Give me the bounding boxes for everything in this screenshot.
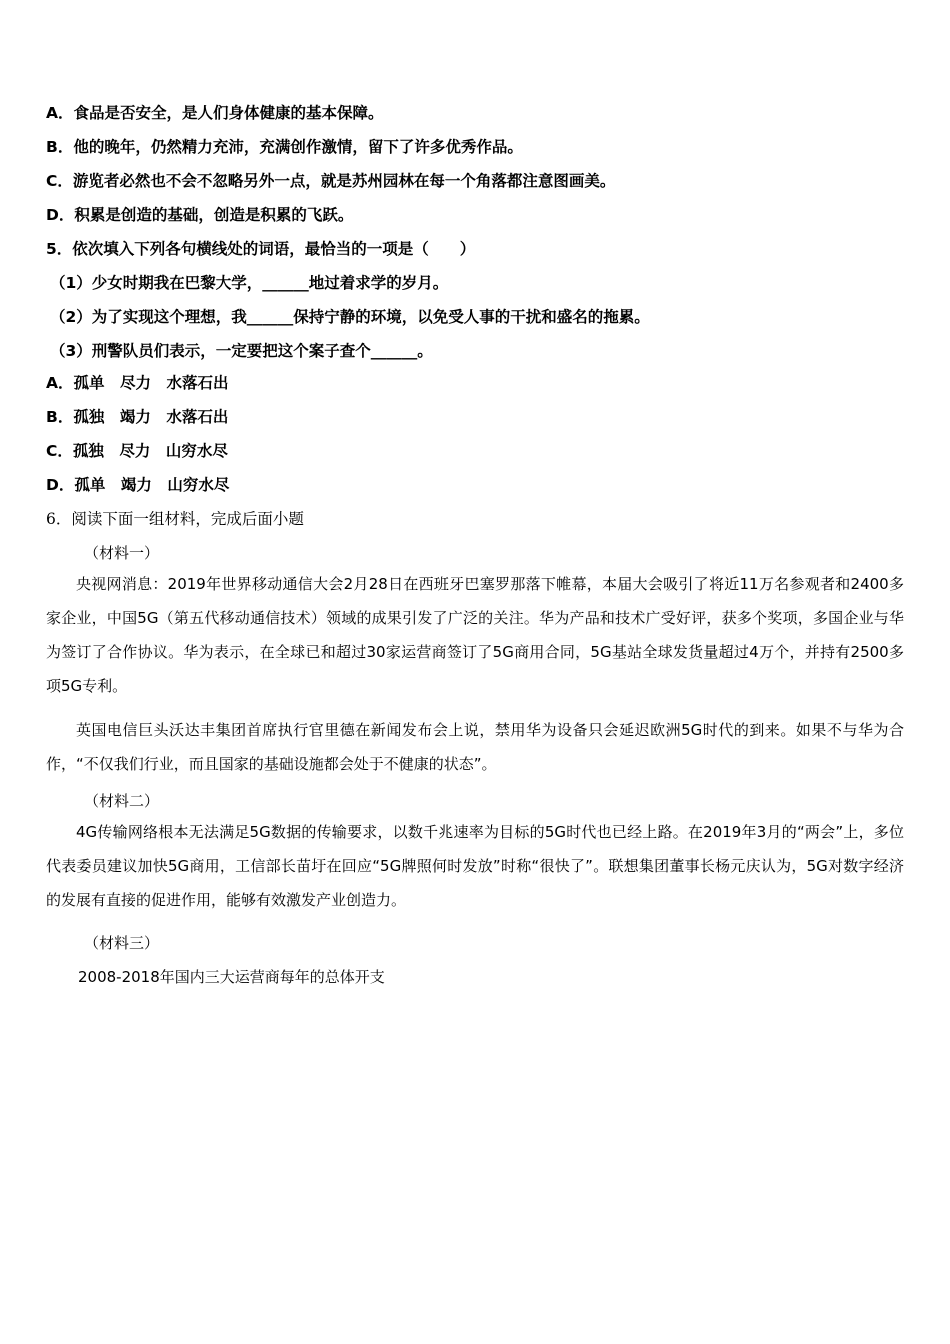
material-1-title: （材料一） xyxy=(84,544,160,562)
material-3-title: （材料三） xyxy=(84,934,160,952)
material-2-title: （材料二） xyxy=(84,792,160,810)
q4-option-b xyxy=(46,136,523,158)
option-text: 积累是创造的基础，创造是积累的飞跃。 xyxy=(74,206,354,224)
q4-option-d xyxy=(46,204,353,226)
q5-option-b xyxy=(46,406,228,428)
material-3-caption: 2008-2018年国内三大运营商每年的总体开支 xyxy=(78,968,385,986)
q5-sentence-3: （3）刑警队员们表示，一定要把这个案子查个______。 xyxy=(50,342,433,360)
option-label: B． xyxy=(46,138,74,156)
q4-option-a xyxy=(46,102,384,124)
option-label: D． xyxy=(46,206,75,224)
option-label: A． xyxy=(46,374,74,392)
material-2-paragraph-1: 4G传输网络根本无法满足5G数据的传输要求，以数千兆速率为目标的5G时代也已经上路。在2019年3月的“两会”上，多位代表委员建议加快5G商用，工信部长苗圩在回应“5G牌照何时发放”时称“很快了”。联想集团董事长杨元庆认为，5G对数字经济的发展有直接的促进作用，能够有效激发产业创造力。 xyxy=(46,823,904,909)
option-text: 孤独 竭力 水落石出 xyxy=(73,408,229,426)
material-1-paragraph-1: 央视网消息：2019年世界移动通信大会2月28日在西班牙巴塞罗那落下帷幕，本届大会吸引了将近11万名参观者和2400多家企业，中国5G（第五代移动通信技术）领域的成果引发了广泛的关注。华为产品和技术广受好评，获多个奖项，多国企业与华为签订了合作协议。华为表示，在全球已和超过30家运营商签订了5G商用合同，5G基站全球发货量超过4万个，并持有2500多项5G专利。 xyxy=(46,575,904,695)
option-label: B． xyxy=(46,408,74,426)
material-1-paragraph-2: 英国电信巨头沃达丰集团首席执行官里德在新闻发布会上说，禁用华为设备只会延迟欧洲5G时代的到来。如果不与华为合作，“不仅我们行业，而且国家的基础设施都会处于不健康的状态”。 xyxy=(46,721,904,773)
option-text: 他的晚年，仍然精力充沛，充满创作激情，留下了许多优秀作品。 xyxy=(73,138,523,156)
option-label: D． xyxy=(46,476,75,494)
q5-option-c xyxy=(46,440,228,462)
option-label: C． xyxy=(46,442,73,460)
q5-sentence-2: （2）为了实现这个理想，我______保持宁静的环境，以免受人事的干扰和盛名的拖累。 xyxy=(50,308,650,326)
q5-stem: 5．依次填入下列各句横线处的词语，最恰当的一项是（ ） xyxy=(46,240,476,258)
q5-option-d xyxy=(46,474,229,496)
option-label: C． xyxy=(46,172,73,190)
option-text: 孤单 尽力 水落石出 xyxy=(73,374,229,392)
option-label: A． xyxy=(46,104,74,122)
q5-option-a xyxy=(46,372,229,394)
option-text: 游览者必然也不会不忽略另外一点，就是苏州园林在每一个角落都注意图画美。 xyxy=(72,172,616,190)
q5-sentence-1: （1）少女时期我在巴黎大学，______地过着求学的岁月。 xyxy=(50,274,449,292)
option-text: 食品是否安全，是人们身体健康的基本保障。 xyxy=(73,104,384,122)
option-text: 孤独 尽力 山穷水尽 xyxy=(72,442,228,460)
q6-stem: 6．阅读下面一组材料，完成后面小题 xyxy=(46,510,304,528)
option-text: 孤单 竭力 山穷水尽 xyxy=(74,476,230,494)
q4-option-c xyxy=(46,170,615,192)
